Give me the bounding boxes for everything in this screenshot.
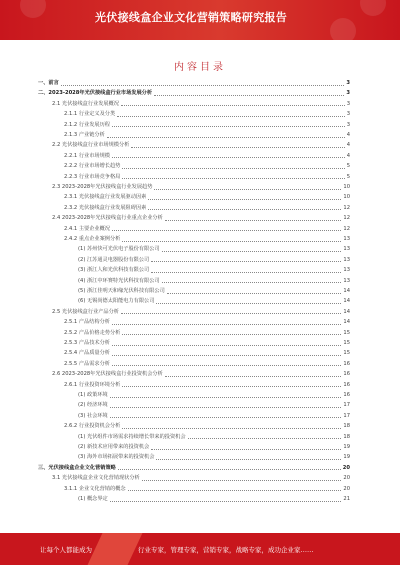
toc-entry-label: (2) 江苏通灵电器股份有限公司 [78, 256, 150, 263]
toc-entry-label: 一、前言 [38, 80, 59, 86]
toc-entry-label: 2.6 2023-2028年光伏接线盒行业投资机会分析 [52, 371, 163, 378]
toc-entry[interactable] [64, 338, 350, 347]
toc-entry-page: 12 [343, 204, 350, 211]
report-title: 光伏接线盒企业文化营销策略研究报告 [95, 11, 288, 24]
toc-entry-label: 2.5 光伏接线盒行业产品分析 [52, 308, 119, 315]
toc-entry-page: 18 [343, 433, 350, 440]
toc-entry-label: 2.6.1 行业投资环境分析 [64, 381, 121, 388]
toc-entry[interactable] [38, 78, 350, 87]
toc-entry[interactable] [64, 348, 350, 357]
toc-entry[interactable] [52, 307, 350, 316]
toc-entry[interactable] [78, 296, 350, 305]
toc-entry-page: 13 [343, 246, 350, 253]
toc-entry[interactable] [78, 452, 350, 461]
toc-entry-label: 3.1.1 企业文化营销的概念 [64, 485, 126, 492]
toc-entry[interactable] [64, 234, 350, 243]
toc-entry-label: 2.4.1 主要企业概况 [64, 225, 110, 232]
toc-dot-leader [112, 355, 341, 356]
banner-decoration [330, 18, 356, 40]
toc-entry-label: 二、2023-2028年光伏接线盒行业市场发展分析 [38, 90, 153, 97]
toc-entry-page: 18 [343, 423, 350, 430]
toc-entry-label: (2) 新技术应用带来的投资机会 [78, 444, 150, 450]
toc-entry-page: 15 [343, 340, 350, 346]
toc-dot-leader [151, 272, 341, 273]
toc-entry[interactable] [52, 140, 350, 149]
toc-entry-label: 2.1.1 行业定义及分类 [64, 111, 116, 118]
toc-entry[interactable] [64, 484, 350, 493]
toc-entry[interactable] [78, 400, 350, 409]
footer-banner [0, 533, 400, 565]
toc-entry-page: 4 [346, 152, 350, 159]
toc-entry-label: 2.5.5 产品需求分析 [64, 360, 110, 367]
toc-entry-page: 17 [343, 412, 350, 419]
toc-entry[interactable] [64, 172, 350, 181]
toc-entry[interactable] [64, 109, 350, 118]
toc-entry-label: 2.1.2 行业发展历程 [64, 121, 110, 128]
toc-entry[interactable] [64, 380, 350, 389]
toc-entry-label: 2.4.2 重点企业案例分析 [64, 236, 121, 242]
toc-entry-label: 2.1 光伏接线盒行业发展概况 [52, 100, 119, 107]
toc-dot-leader [122, 334, 341, 335]
toc-entry[interactable] [64, 317, 350, 326]
toc-entry-page: 16 [343, 371, 350, 378]
toc-entry-page: 13 [343, 267, 350, 274]
toc-entry[interactable] [78, 265, 350, 274]
toc-entry-page: 12 [343, 215, 350, 222]
toc-entry[interactable] [64, 328, 350, 337]
toc-entry-page: 19 [343, 444, 350, 450]
toc-entry-page: 16 [343, 381, 350, 388]
toc-entry-label: (3) 海外市场拓展带来的投资机会 [78, 454, 155, 461]
toc-entry[interactable] [52, 99, 350, 108]
toc-entry[interactable] [78, 286, 350, 295]
toc-entry-label: 2.2 光伏接线盒行业市场规模分析 [52, 142, 130, 149]
toc-dot-leader [156, 459, 341, 460]
toc-dot-leader [112, 126, 345, 127]
toc-dot-leader [112, 324, 341, 325]
toc-entry-label: 2.5.2 产品价格走势分析 [64, 329, 121, 336]
toc-dot-leader [110, 501, 342, 502]
toc-dot-leader [117, 116, 345, 117]
toc-dot-leader [110, 397, 342, 398]
toc-dot-leader [122, 386, 341, 387]
footer-slogan-left: 让每个人都能成为 [40, 546, 92, 554]
toc-entry[interactable] [78, 411, 350, 420]
toc-dot-leader [151, 449, 341, 450]
toc-dot-leader [121, 105, 345, 106]
toc-entry-page: 12 [343, 225, 350, 232]
toc-entry[interactable] [64, 203, 350, 212]
toc-entry-label: 2.3 2023-2028年光伏接线盒行业发展趋势 [52, 184, 153, 190]
toc-entry-page: 4 [346, 132, 350, 138]
toc-entry-label: (5) 浙江佳明天和缘光伏科技有限公司 [78, 288, 165, 294]
toc-entry-label: 2.5.3 产品技术分析 [64, 340, 110, 346]
toc-entry-page: 21 [343, 496, 350, 502]
toc-entry-page: 13 [343, 256, 350, 263]
toc-entry-page: 3 [346, 80, 350, 86]
toc-dot-leader [188, 438, 342, 439]
footer-slogan-right: 行业专家，管理专家，营销专家，战略专家，成功企业家…… [138, 546, 314, 554]
toc-entry-label: 2.5.1 产品结构分析 [64, 319, 110, 326]
toc-entry-page: 10 [343, 184, 350, 190]
toc-dot-leader [142, 480, 342, 481]
toc-entry[interactable] [64, 359, 350, 368]
toc-entry-label: (1) 概念界定 [78, 496, 108, 502]
toc-dot-leader [151, 261, 341, 262]
toc-entry-page: 14 [343, 319, 350, 326]
toc-dot-leader [118, 469, 341, 470]
toc-dot-leader [122, 428, 341, 429]
toc-entry-page: 3 [346, 111, 350, 118]
toc-entry-page: 3 [346, 100, 350, 107]
toc-dot-leader [167, 293, 342, 294]
toc-dot-leader [112, 157, 345, 158]
toc-entry[interactable] [78, 432, 350, 441]
toc-entry-label: 2.2.2 行业市场增长趋势 [64, 163, 121, 170]
toc-entry-page: 13 [343, 277, 350, 284]
toc-dot-leader [162, 282, 342, 283]
toc-dot-leader [154, 95, 344, 96]
toc-entry-label: (1) 光伏组件市场需求持续增长带来的投资机会 [78, 433, 186, 440]
banner-decoration [20, 0, 46, 18]
toc-dot-leader [112, 230, 341, 231]
toc-entry[interactable] [78, 276, 350, 285]
toc-entry-page: 17 [343, 402, 350, 409]
toc-dot-leader [112, 345, 341, 346]
toc-entry[interactable] [52, 369, 350, 378]
banner-decoration [360, 0, 386, 16]
toc-entry-page: 5 [346, 173, 350, 180]
toc-entry-label: (4) 浙江中环赛特光伏科技有限公司 [78, 277, 160, 284]
toc-entry[interactable] [64, 224, 350, 233]
toc-entry-page: 3 [346, 121, 350, 128]
toc-entry-page: 16 [343, 392, 350, 398]
header-banner [0, 0, 400, 40]
toc-entry-label: (6) 无锡尚德太阳能电力有限公司 [78, 298, 155, 305]
toc-dot-leader [165, 220, 342, 221]
toc-entry-label: (3) 浙江人和光伏科技有限公司 [78, 267, 150, 274]
toc-entry[interactable] [78, 255, 350, 264]
toc-entry-page: 10 [343, 194, 350, 201]
toc-entry-page: 13 [343, 236, 350, 242]
toc-dot-leader [131, 147, 344, 148]
toc-entry[interactable] [64, 130, 350, 139]
toc-entry[interactable] [78, 390, 350, 399]
toc-entry-page: 14 [343, 288, 350, 294]
toc-dot-leader [110, 407, 342, 408]
toc-dot-leader [107, 137, 345, 138]
toc-entry-page: 19 [343, 454, 350, 461]
toc-entry-page: 14 [343, 308, 350, 315]
toc-entry-page: 20 [343, 475, 350, 482]
toc-entry[interactable] [64, 151, 350, 160]
toc-entry-page: 16 [343, 360, 350, 367]
toc-entry-label: 2.5.4 产品质量分析 [64, 350, 110, 357]
toc-dot-leader [110, 417, 342, 418]
toc-entry-page: 15 [343, 329, 350, 336]
toc-dot-leader [122, 178, 344, 179]
toc-entry-page: 14 [343, 298, 350, 305]
toc-entry-label: 2.1.3 产业链分析 [64, 132, 105, 138]
toc-entry-page: 4 [346, 142, 350, 149]
toc-entry[interactable] [78, 494, 350, 503]
toc-entry-page: 20 [342, 464, 350, 471]
toc-entry[interactable] [64, 161, 350, 170]
toc-entry-page: 5 [346, 163, 350, 170]
toc-heading: 内容目录 [174, 62, 226, 73]
toc-dot-leader [154, 189, 341, 190]
toc-entry-page: 20 [343, 485, 350, 492]
toc-dot-leader [122, 168, 344, 169]
toc-entry-label: (3) 社会环境 [78, 412, 108, 419]
toc-entry-label: 三、光伏接线盒企业文化营销策略 [38, 464, 116, 471]
toc-dot-leader [61, 85, 345, 86]
toc-entry[interactable] [64, 120, 350, 129]
toc-entry-label: 2.6.2 行业投资机会分析 [64, 423, 121, 430]
toc-entry-label: 2.2.1 行业市场规模 [64, 152, 110, 159]
toc-entry-label: 2.3.1 光伏接线盒行业发展驱动因素 [64, 194, 147, 201]
toc-entry[interactable] [64, 192, 350, 201]
toc-entry-label: (1) 政策环境 [78, 392, 108, 398]
toc-entry-page: 3 [346, 90, 350, 97]
toc-dot-leader [165, 376, 342, 377]
toc-dot-leader [112, 365, 341, 366]
toc-entry-label: 2.4 2023-2028年光伏接线盒行业重点企业分析 [52, 215, 163, 222]
toc-entry[interactable] [52, 182, 350, 191]
toc-entry[interactable] [38, 463, 350, 472]
toc-entry-page: 15 [343, 350, 350, 357]
toc-dot-leader [121, 313, 341, 314]
footer-slant-decoration [88, 533, 143, 565]
toc-entry[interactable] [38, 88, 350, 97]
toc-dot-leader [148, 199, 341, 200]
toc-entry[interactable] [52, 473, 350, 482]
toc-entry[interactable] [52, 213, 350, 222]
toc-entry-label: 2.2.3 行业市场竞争格局 [64, 173, 121, 180]
toc-entry[interactable] [64, 421, 350, 430]
toc-dot-leader [162, 251, 342, 252]
toc-dot-leader [122, 241, 341, 242]
toc-dot-leader [128, 490, 342, 491]
toc-entry-label: (2) 经济环境 [78, 402, 108, 409]
toc-dot-leader [156, 303, 341, 304]
toc-entry[interactable] [78, 244, 350, 253]
toc-dot-leader [148, 209, 341, 210]
toc-entry-label: (1) 苏州快可光伏电子股份有限公司 [78, 246, 160, 253]
toc-entry[interactable] [78, 442, 350, 451]
toc-entry-label: 2.3.2 光伏接线盒行业发展阻碍因素 [64, 204, 147, 211]
toc-entry-label: 3.1 光伏接线盒企业文化营销现状分析 [52, 475, 140, 482]
